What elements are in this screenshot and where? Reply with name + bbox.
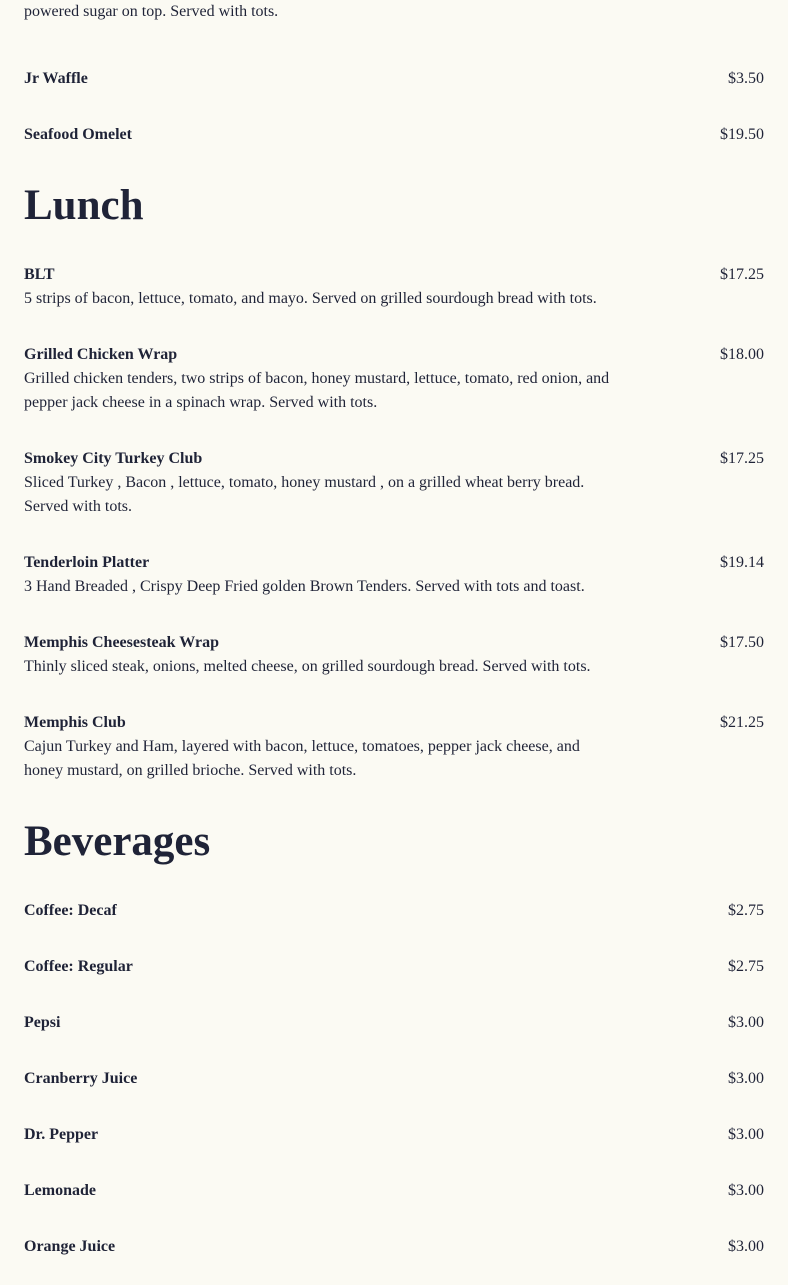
item-name: Seafood Omelet bbox=[24, 126, 132, 143]
menu-item[interactable] bbox=[24, 1235, 764, 1259]
item-name: Coffee: Decaf bbox=[24, 902, 117, 919]
item-description: Sliced Turkey , Bacon , lettuce, tomato, honey mustard , on a grilled wheat berry bread. Served with tots. bbox=[24, 474, 585, 515]
item-price: $3.00 bbox=[728, 1014, 764, 1031]
menu-item[interactable] bbox=[24, 123, 764, 147]
item-name: Tenderloin Platter bbox=[24, 554, 150, 571]
item-price: $17.50 bbox=[720, 634, 764, 651]
menu-item[interactable] bbox=[24, 343, 764, 415]
menu-item[interactable] bbox=[24, 0, 764, 24]
menu-item[interactable] bbox=[24, 447, 764, 519]
menu-item[interactable] bbox=[24, 1123, 764, 1147]
item-name: Orange Juice bbox=[24, 1238, 116, 1255]
item-price: $2.75 bbox=[728, 902, 764, 919]
menu-item[interactable] bbox=[24, 1179, 764, 1203]
item-name: Coffee: Regular bbox=[24, 958, 133, 975]
menu-item[interactable] bbox=[24, 955, 764, 979]
item-price: $3.00 bbox=[728, 1238, 764, 1255]
item-description: 5 strips of bacon, lettuce, tomato, and mayo. Served on grilled sourdough bread with tots. bbox=[24, 290, 597, 307]
item-price: $19.14 bbox=[720, 554, 764, 571]
item-description: Cajun Turkey and Ham, layered with bacon, lettuce, tomatoes, pepper jack cheese, and honey mustard, on grilled brioche. Served with tots. bbox=[24, 738, 580, 779]
item-name: Cranberry Juice bbox=[24, 1070, 138, 1087]
item-price: $3.00 bbox=[728, 1182, 764, 1199]
section-title-lunch: Lunch bbox=[24, 182, 144, 229]
menu-item[interactable] bbox=[24, 1067, 764, 1091]
menu-item[interactable] bbox=[24, 263, 764, 311]
menu-item[interactable] bbox=[24, 899, 764, 923]
item-price: $3.00 bbox=[728, 1070, 764, 1087]
item-name: Memphis Cheesesteak Wrap bbox=[24, 634, 219, 651]
item-name: Grilled Chicken Wrap bbox=[24, 346, 178, 363]
item-price: $17.25 bbox=[720, 266, 764, 283]
item-name: Memphis Club bbox=[24, 714, 126, 731]
menu-item[interactable] bbox=[24, 551, 764, 599]
item-price: $2.75 bbox=[728, 958, 764, 975]
menu-item[interactable] bbox=[24, 631, 764, 679]
menu-item[interactable] bbox=[24, 711, 764, 783]
item-name: Dr. Pepper bbox=[24, 1126, 99, 1143]
item-name: Lemonade bbox=[24, 1182, 96, 1199]
item-price: $18.00 bbox=[720, 346, 764, 363]
menu-item[interactable] bbox=[24, 67, 764, 91]
item-name: Smokey City Turkey Club bbox=[24, 450, 203, 467]
item-name: Pepsi bbox=[24, 1014, 61, 1031]
item-price: $21.25 bbox=[720, 714, 764, 731]
item-price: $3.00 bbox=[728, 1126, 764, 1143]
item-price: $19.50 bbox=[720, 126, 764, 143]
item-name: Jr Waffle bbox=[24, 70, 88, 87]
item-name: BLT bbox=[24, 266, 55, 283]
item-price: $17.25 bbox=[720, 450, 764, 467]
item-description: powered sugar on top. Served with tots. bbox=[24, 3, 279, 20]
section-title-beverages: Beverages bbox=[24, 818, 211, 865]
item-description: Grilled chicken tenders, two strips of bacon, honey mustard, lettuce, tomato, red onion, and pepper jack cheese in a spinach wrap. Served with tots. bbox=[24, 370, 610, 411]
item-price: $3.50 bbox=[728, 70, 764, 87]
menu-item[interactable] bbox=[24, 1011, 764, 1035]
item-description: 3 Hand Breaded , Crispy Deep Fried golden Brown Tenders. Served with tots and toast. bbox=[24, 578, 585, 595]
item-description: Thinly sliced steak, onions, melted cheese, on grilled sourdough bread. Served with tots. bbox=[24, 658, 591, 675]
